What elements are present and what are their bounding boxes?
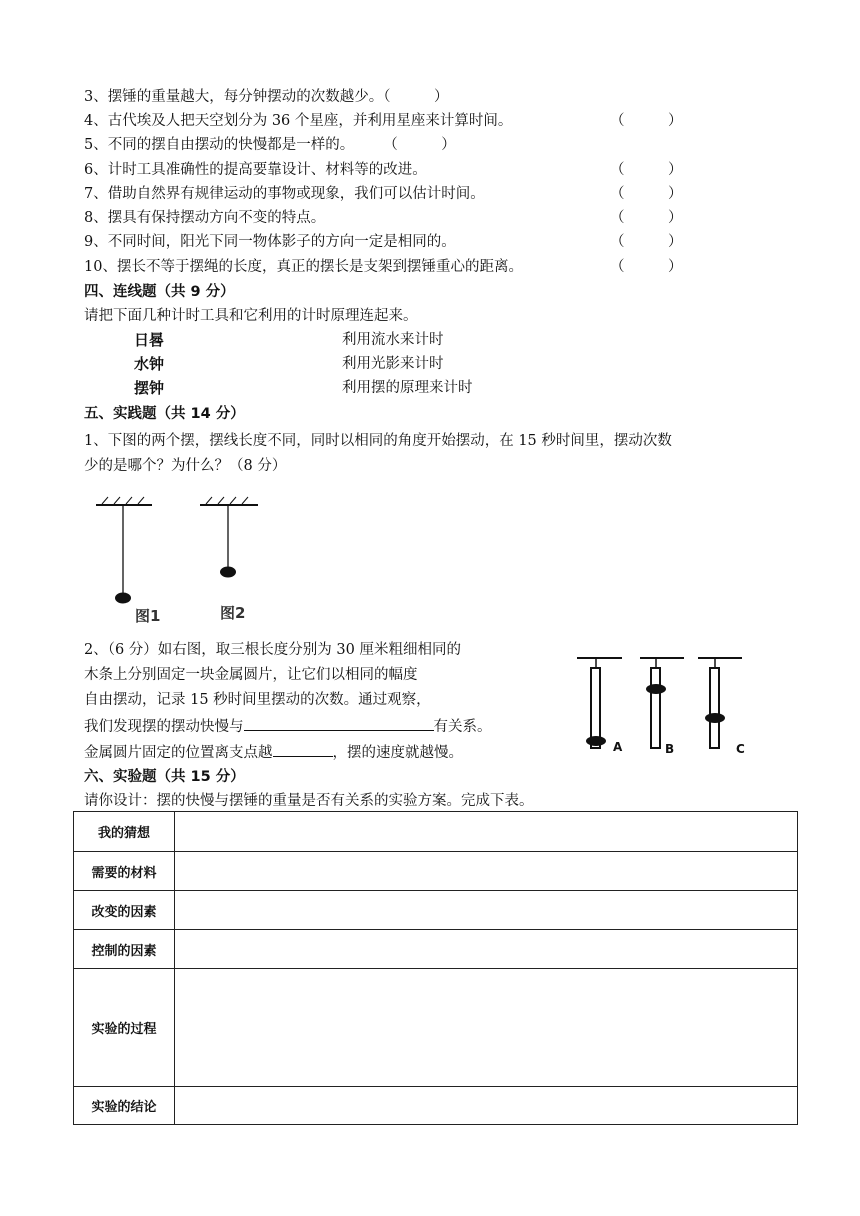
rod-b [640,658,684,748]
matching-instruction: 请把下面几种计时工具和它利用的计时原理连起来。 [84,308,418,324]
answer-cell-procedure[interactable] [175,969,798,1087]
rod-label-b: B [665,742,675,756]
experiment-instruction: 请你设计：摆的快慢与摆锤的重量是否有关系的实验方案。完成下表。 [84,793,534,809]
answer-blank-position[interactable] [273,741,333,757]
table-row [74,891,798,930]
rods-figure [576,652,758,762]
answer-parens-8[interactable]: （ ） [610,210,683,226]
judge-item-7: 7、借助自然界有规律运动的事物或现象，我们可以估计时间。 [84,186,485,202]
q2-line4-after: 有关系。 [433,719,492,735]
q2-line5-after: ，摆的速度就越慢。 [332,745,463,761]
q2-line4-before: 我们发现摆的摆动快慢与 [84,719,244,735]
answer-blank-factor[interactable] [244,715,434,731]
practice-q1-line1: 1、下图的两个摆，摆线长度不同，同时以相同的角度开始摆动，在 15 秒时间里，摆动次数 [84,433,672,449]
judge-item-4: 4、古代埃及人把天空划分为 36 个星座，并利用星座来计算时间。 [84,113,513,129]
principle-shadow[interactable]: 利用光影来计时 [342,356,444,372]
fig2-label: 图2 [220,604,246,622]
judge-item-9: 9、不同时间，阳光下同一物体影子的方向一定是相同的。 [84,234,456,250]
judge-item-3: 3、摆锤的重量越大，每分钟摆动的次数越少。（ ） [84,89,449,105]
fig1-label: 图1 [135,607,161,624]
tool-water-clock[interactable]: 水钟 [134,355,165,373]
pendulum-2 [200,497,258,578]
answer-parens-4[interactable]: （ ） [610,113,683,129]
practice-q2-line2: 木条上分别固定一块金属圆片，让它们以相同的幅度 [84,667,418,683]
judge-item-5: 5、不同的摆自由摆动的快慢都是一样的。 （ ） [84,137,456,153]
rod-a [577,658,622,748]
principle-pendulum[interactable]: 利用摆的原理来计时 [342,380,473,396]
pendulum-figure [88,490,278,624]
practice-q2-line4 [84,715,492,737]
answer-parens-9[interactable]: （ ） [610,234,683,250]
table-row [74,969,798,1087]
experiment-table [73,811,798,1125]
row-label-changed-factor: 改变的因素 [74,891,175,930]
row-label-conclusion: 实验的结论 [74,1087,175,1125]
rod-label-c: C [736,742,745,756]
practice-q2-line3: 自由摆动，记录 15 秒时间里摆动的次数。通过观察， [84,692,431,708]
table-row [74,852,798,891]
table-row [74,812,798,852]
row-label-hypothesis: 我的猜想 [74,812,175,852]
experiment-heading: 六、实验题（共 15 分） [84,769,245,785]
tool-sundial[interactable]: 日晷 [134,331,165,349]
judge-item-6: 6、计时工具准确性的提高要靠设计、材料等的改进。 [84,162,427,178]
practice-q2-line1: 2、（6 分）如右图，取三根长度分别为 30 厘米粗细相同的 [84,642,461,658]
principle-water[interactable]: 利用流水来计时 [342,332,444,348]
judge-item-8: 8、摆具有保持摆动方向不变的特点。 [84,210,326,226]
answer-cell-materials[interactable] [175,852,798,891]
answer-cell-controlled-factor[interactable] [175,930,798,969]
answer-parens-7[interactable]: （ ） [610,186,683,202]
judge-item-10: 10、摆长不等于摆绳的长度，真正的摆长是支架到摆锤重心的距离。 [84,259,523,275]
q2-line5-before: 金属圆片固定的位置离支点越 [84,745,273,761]
table-row [74,930,798,969]
answer-cell-conclusion[interactable] [175,1087,798,1125]
practice-q2-line5 [84,741,463,763]
rod-label-a: A [613,740,623,754]
answer-cell-changed-factor[interactable] [175,891,798,930]
row-label-materials: 需要的材料 [74,852,175,891]
matching-heading: 四、连线题（共 9 分） [84,284,235,300]
pendulum-1 [96,497,152,604]
row-label-procedure: 实验的过程 [74,969,175,1087]
table-row [74,1087,798,1125]
tool-pendulum-clock[interactable]: 摆钟 [134,379,165,397]
row-label-controlled-factor: 控制的因素 [74,930,175,969]
practice-heading: 五、实践题（共 14 分） [84,406,245,422]
answer-cell-hypothesis[interactable] [175,812,798,852]
answer-parens-10[interactable]: （ ） [610,259,683,275]
rod-c [698,658,742,748]
practice-q1-line2: 少的是哪个？为什么？（8 分） [84,458,287,474]
answer-parens-6[interactable]: （ ） [610,162,683,178]
